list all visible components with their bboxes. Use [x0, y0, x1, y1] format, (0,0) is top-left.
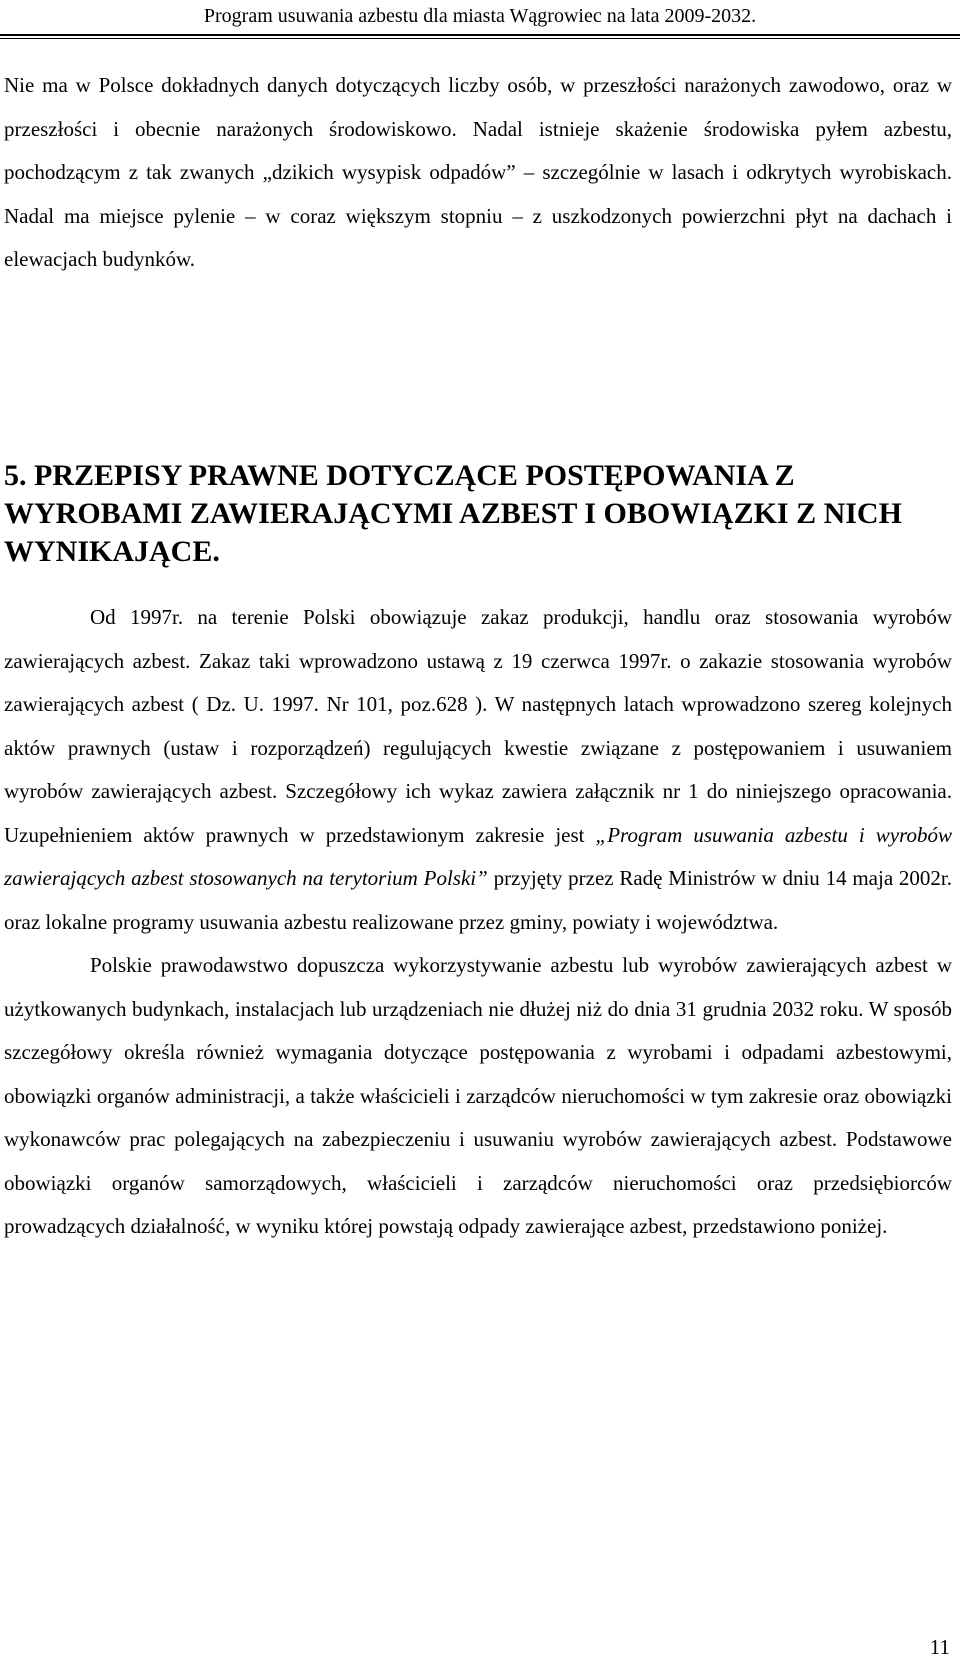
- program-title-italic: „Program usuwania azbestu i wyrobów zawierających azbest stosowanych na terytorium Polski”: [4, 822, 952, 890]
- intro-paragraph: Nie ma w Polsce dokładnych danych dotyczących liczby osób, w przeszłości narażonych zawodowo, oraz w przeszłości i obecnie narażonych środowiskowo. Nadal istnieje skażenie środowiska pyłem azbestu, pochodzącym z tak zwanych „dzikich wysypisk odpadów” – szczególnie w lasach i odkrytych wyrobiskach. Nadal ma miejsce pylenie – w coraz większym stopniu – z uszkodzonych powierzchni płyt na dachach i elewacjach budynków.: [4, 73, 952, 271]
- header-rule-thin: [0, 38, 960, 39]
- paragraph-legislation-text: Polskie prawodawstwo dopuszcza wykorzystywanie azbestu lub wyrobów zawierających azbest w użytkowanych budynkach, instalacjach lub urządzeniach nie dłużej niż do dnia 31 grudnia 2032 roku. W sposób szczegółowy określa również wymagania dotyczące postępowania z wyrobami i odpadami azbestowymi, obowiązki organów administracji, a także właścicieli i zarządców nieruchomości w tym zakresie oraz obowiązki wykonawców prac polegających na zabezpieczeniu i usuwaniu wyrobów zawierających azbest. Podstawowe obowiązki organów samorządowych, właścicieli i zarządców nieruchomości oraz przedsiębiorców prowadzących działalność, w wyniku której powstają odpady zawierające azbest, przedstawiono poniżej.: [4, 953, 952, 1238]
- paragraph-legislation: [4, 944, 952, 1249]
- running-header: Program usuwania azbestu dla miasta Wągrowiec na lata 2009-2032.: [203, 5, 757, 27]
- paragraph-legal-acts-text: Od 1997r. na terenie Polski obowiązuje zakaz produkcji, handlu oraz stosowania wyrobów zawierających azbest. Zakaz taki wprowadzono ustawą z 19 czerwca 1997r. o zakazie stosowania wyrobów zawierających azbest ( Dz. U. 1997. Nr 101, poz.628 ). W następnych latach wprowadzono szereg kolejnych aktów prawnych (ustaw i rozporządzeń) regulujących kwestie związane z postępowaniem i usuwaniem wyrobów zawierających azbest. Szczegółowy ich wykaz zawiera załącznik nr 1 do niniejszego opracowania. Uzupełnieniem aktów prawnych w przedstawionym zakresie jest: [4, 605, 952, 847]
- header-rule: [0, 34, 960, 36]
- page-number: 11: [929, 1635, 950, 1659]
- paragraph-legal-acts-tail: przyjęty przez Radę Ministrów w dniu 14 maja 2002r. oraz lokalne programy usuwania azbestu realizowane przez gminy, powiaty i województwa.: [4, 866, 952, 934]
- paragraph-legal-acts: [4, 596, 952, 944]
- intro-block: [4, 64, 952, 282]
- section-heading: 5. PRZEPISY PRAWNE DOTYCZĄCE POSTĘPOWANIA Z WYROBAMI ZAWIERAJĄCYMI AZBEST I OBOWIĄZKI Z NICH WYNIKAJĄCE.: [4, 459, 902, 568]
- body-block: [4, 596, 952, 1249]
